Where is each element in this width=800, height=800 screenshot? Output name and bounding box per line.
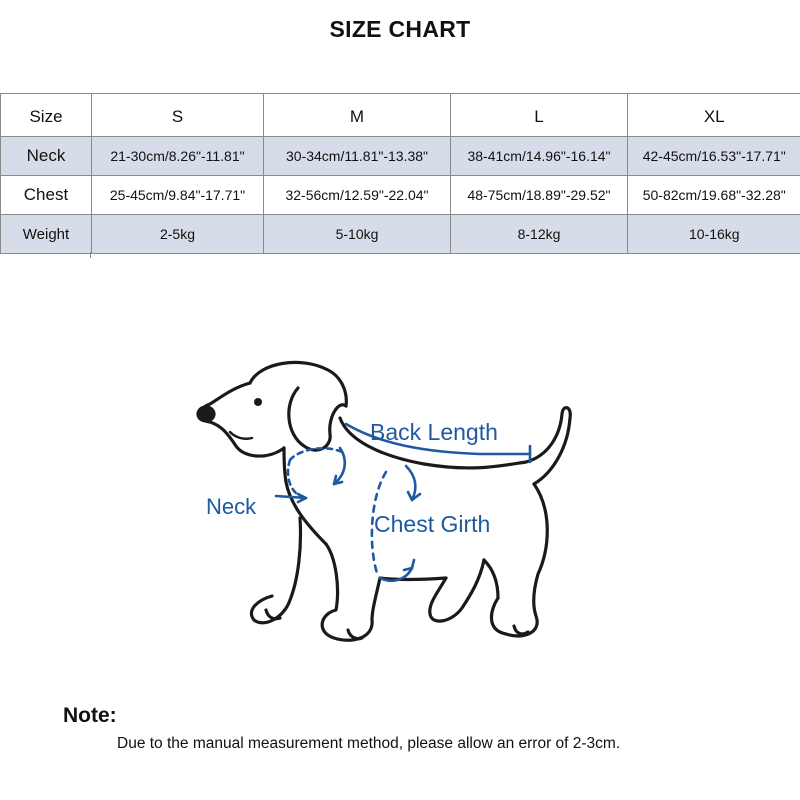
header-cell: M bbox=[264, 94, 451, 137]
measurement-guides bbox=[276, 424, 530, 581]
header-cell: Size bbox=[1, 94, 92, 137]
table-cell: 2-5kg bbox=[92, 215, 264, 254]
dog-measurement-diagram bbox=[180, 348, 580, 678]
table-cell: 30-34cm/11.81"-13.38" bbox=[264, 137, 451, 176]
chest-girth-label: Chest Girth bbox=[374, 511, 491, 537]
table-row-chest bbox=[1, 176, 800, 215]
table-cell: 5-10kg bbox=[264, 215, 451, 254]
dog-eye bbox=[254, 398, 262, 406]
neck-label: Neck bbox=[206, 494, 257, 519]
table-header-row bbox=[1, 94, 800, 137]
row-label: Neck bbox=[1, 137, 92, 176]
page-title: SIZE CHART bbox=[329, 16, 471, 42]
header-cell: XL bbox=[628, 94, 800, 137]
header-cell: S bbox=[92, 94, 264, 137]
table-divider-tick bbox=[90, 252, 91, 258]
table-cell: 32-56cm/12.59"-22.04" bbox=[264, 176, 451, 215]
table-row-neck bbox=[1, 137, 800, 176]
dog-illustration bbox=[180, 348, 580, 678]
table-cell: 38-41cm/14.96"-16.14" bbox=[451, 137, 628, 176]
note-label: Note: bbox=[63, 704, 117, 727]
dog-mouth bbox=[230, 432, 252, 439]
note-text: Due to the manual measurement method, please allow an error of 2-3cm. bbox=[117, 735, 621, 752]
table-cell: 10-16kg bbox=[628, 215, 800, 254]
row-label: Weight bbox=[1, 215, 92, 254]
table-cell: 25-45cm/9.84"-17.71" bbox=[92, 176, 264, 215]
table-cell: 8-12kg bbox=[451, 215, 628, 254]
size-table bbox=[0, 93, 800, 254]
table-cell: 42-45cm/16.53"-17.71" bbox=[628, 137, 800, 176]
table-cell: 48-75cm/18.89"-29.52" bbox=[451, 176, 628, 215]
header-cell: L bbox=[451, 94, 628, 137]
back-length-label: Back Length bbox=[370, 419, 498, 445]
table-row-weight bbox=[1, 215, 800, 254]
table-cell: 21-30cm/8.26"-11.81" bbox=[92, 137, 264, 176]
row-label: Chest bbox=[1, 176, 92, 215]
table-cell: 50-82cm/19.68"-32.28" bbox=[628, 176, 800, 215]
